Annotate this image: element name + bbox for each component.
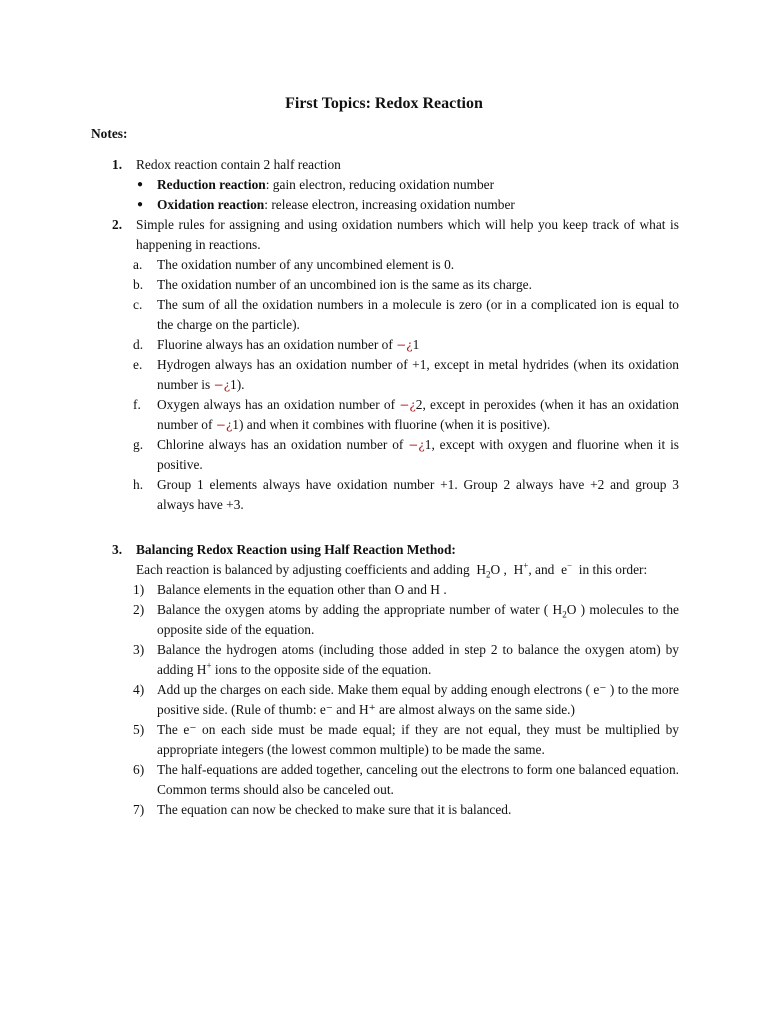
item-text: 1 bbox=[412, 337, 420, 352]
list-item bbox=[112, 275, 679, 295]
item-text: Add up the charges on each side. Make them equal by adding enough electrons ( e⁻ ) to the more positive side. (Rule of thumb: e⁻ and H⁺ are almost always on the same side.) bbox=[157, 682, 679, 717]
item-text: The half-equations are added together, canceling out the electrons to form one balanced equation. Common terms should also be canceled out. bbox=[157, 762, 679, 797]
section-intro: Each reaction is balanced by adjusting coefficients and adding $H_2O$ , H+, and e− in this order: bbox=[136, 560, 648, 580]
item-label: b. bbox=[133, 277, 144, 292]
section-text: Simple rules for assigning and using oxidation numbers which will help you keep track of what is happening in reactions. bbox=[136, 217, 679, 252]
minus-symbol: −¿ bbox=[215, 418, 233, 432]
minus-symbol: −¿ bbox=[399, 398, 416, 412]
section-3 bbox=[112, 540, 679, 820]
item-text: Oxygen always has an oxidation number of bbox=[157, 397, 400, 412]
list-item bbox=[112, 435, 679, 475]
step-list bbox=[112, 580, 679, 820]
item-label: 5) bbox=[133, 722, 145, 737]
list-item bbox=[112, 175, 679, 195]
list-item bbox=[112, 580, 679, 600]
section-2 bbox=[112, 215, 679, 515]
list-item bbox=[112, 195, 679, 215]
item-label: 3) bbox=[133, 642, 145, 657]
item-text: ions to the opposite side of the equation. bbox=[211, 662, 432, 677]
bullet-icon: ● bbox=[137, 179, 144, 190]
item-text: 2, except in peroxides (when it has an oxidation number of bbox=[157, 397, 679, 432]
list-item bbox=[112, 800, 679, 820]
list-item bbox=[112, 760, 679, 800]
section-text: Redox reaction contain 2 half reaction bbox=[136, 157, 341, 172]
rule-list bbox=[112, 255, 679, 515]
section-number: 3. bbox=[112, 542, 123, 557]
item-label: a. bbox=[133, 257, 143, 272]
minus-symbol: −¿ bbox=[396, 338, 413, 352]
minus-symbol: −¿ bbox=[408, 438, 425, 452]
list-item bbox=[112, 720, 679, 760]
page-title: First Topics: Redox Reaction bbox=[285, 95, 483, 112]
item-text: The equation can now be checked to make sure that it is balanced. bbox=[157, 802, 512, 817]
item-text: Balance the hydrogen atoms (including those added in step 2 to balance the oxygen atom) by adding bbox=[157, 642, 679, 677]
item-text: The e⁻ on each side must be made equal; if they are not equal, they must be multiplied by appropriate integers (the lowest common multiple) to be made the same. bbox=[157, 722, 679, 757]
item-text: 1, except with oxygen and fluorine when it is positive. bbox=[157, 437, 679, 472]
item-text: Hydrogen always has an oxidation number of +1, except in metal hydrides (when its oxidation number is bbox=[157, 357, 679, 392]
list-item bbox=[112, 395, 679, 435]
item-text: Balance the oxygen atoms by adding the appropriate number of water ( bbox=[157, 602, 553, 617]
item-label: 2) bbox=[133, 602, 145, 617]
item-text: 1) and when it combines with fluorine (when it is positive). bbox=[232, 417, 551, 432]
item-text: 1). bbox=[230, 377, 245, 392]
list-item bbox=[112, 640, 679, 680]
intro-text: in this order: bbox=[578, 562, 648, 577]
term-desc: : gain electron, reducing oxidation number bbox=[265, 177, 495, 192]
item-text: Group 1 elements always have oxidation number +1. Group 2 always have +2 and group 3 always have +3. bbox=[157, 477, 679, 512]
item-text: The oxidation number of any uncombined element is 0. bbox=[157, 257, 455, 272]
item-text: The oxidation number of an uncombined ion is the same as its charge. bbox=[157, 277, 532, 292]
list-item bbox=[112, 335, 679, 355]
item-label: 6) bbox=[133, 762, 145, 777]
item-text: Fluorine always has an oxidation number of bbox=[157, 337, 397, 352]
section-1 bbox=[112, 155, 679, 215]
item-label: 4) bbox=[133, 682, 145, 697]
item-label: d. bbox=[133, 337, 144, 352]
list-item bbox=[112, 600, 679, 640]
list-item bbox=[112, 255, 679, 275]
item-label: c. bbox=[133, 297, 143, 312]
item-label: h. bbox=[133, 477, 144, 492]
section-heading: Balancing Redox Reaction using Half Reaction Method: bbox=[136, 542, 456, 557]
item-label: 7) bbox=[133, 802, 145, 817]
chem-proton: H+ bbox=[196, 660, 212, 677]
list-item bbox=[112, 295, 679, 335]
term: Oxidation reaction bbox=[157, 197, 265, 212]
item-label: e. bbox=[133, 357, 143, 372]
list-item bbox=[112, 680, 679, 720]
list-item bbox=[112, 475, 679, 515]
item-text: Balance elements in the equation other than O and H . bbox=[157, 582, 447, 597]
list-item bbox=[112, 355, 679, 395]
minus-symbol: −¿ bbox=[213, 378, 231, 392]
item-text: ) molecules to the opposite side of the equation. bbox=[157, 602, 679, 637]
section-number: 1. bbox=[112, 157, 123, 172]
section-number: 2. bbox=[112, 217, 123, 232]
item-text: The sum of all the oxidation numbers in a molecule is zero (or in a complicated ion is equal to the charge on the particle). bbox=[157, 297, 679, 332]
bullet-icon: ● bbox=[137, 199, 144, 210]
item-text: Chlorine always has an oxidation number of bbox=[157, 437, 409, 452]
term-desc: : release electron, increasing oxidation number bbox=[264, 197, 515, 212]
chem-water: $H_2O$ bbox=[552, 602, 577, 620]
item-label: g. bbox=[133, 437, 144, 452]
term: Reduction reaction bbox=[157, 177, 266, 192]
notes-label: Notes: bbox=[91, 126, 128, 141]
item-label: f. bbox=[133, 397, 141, 412]
bullet-list bbox=[112, 175, 679, 215]
intro-text: Each reaction is balanced by adjusting coefficients and adding bbox=[136, 562, 470, 577]
item-label: 1) bbox=[133, 582, 145, 597]
